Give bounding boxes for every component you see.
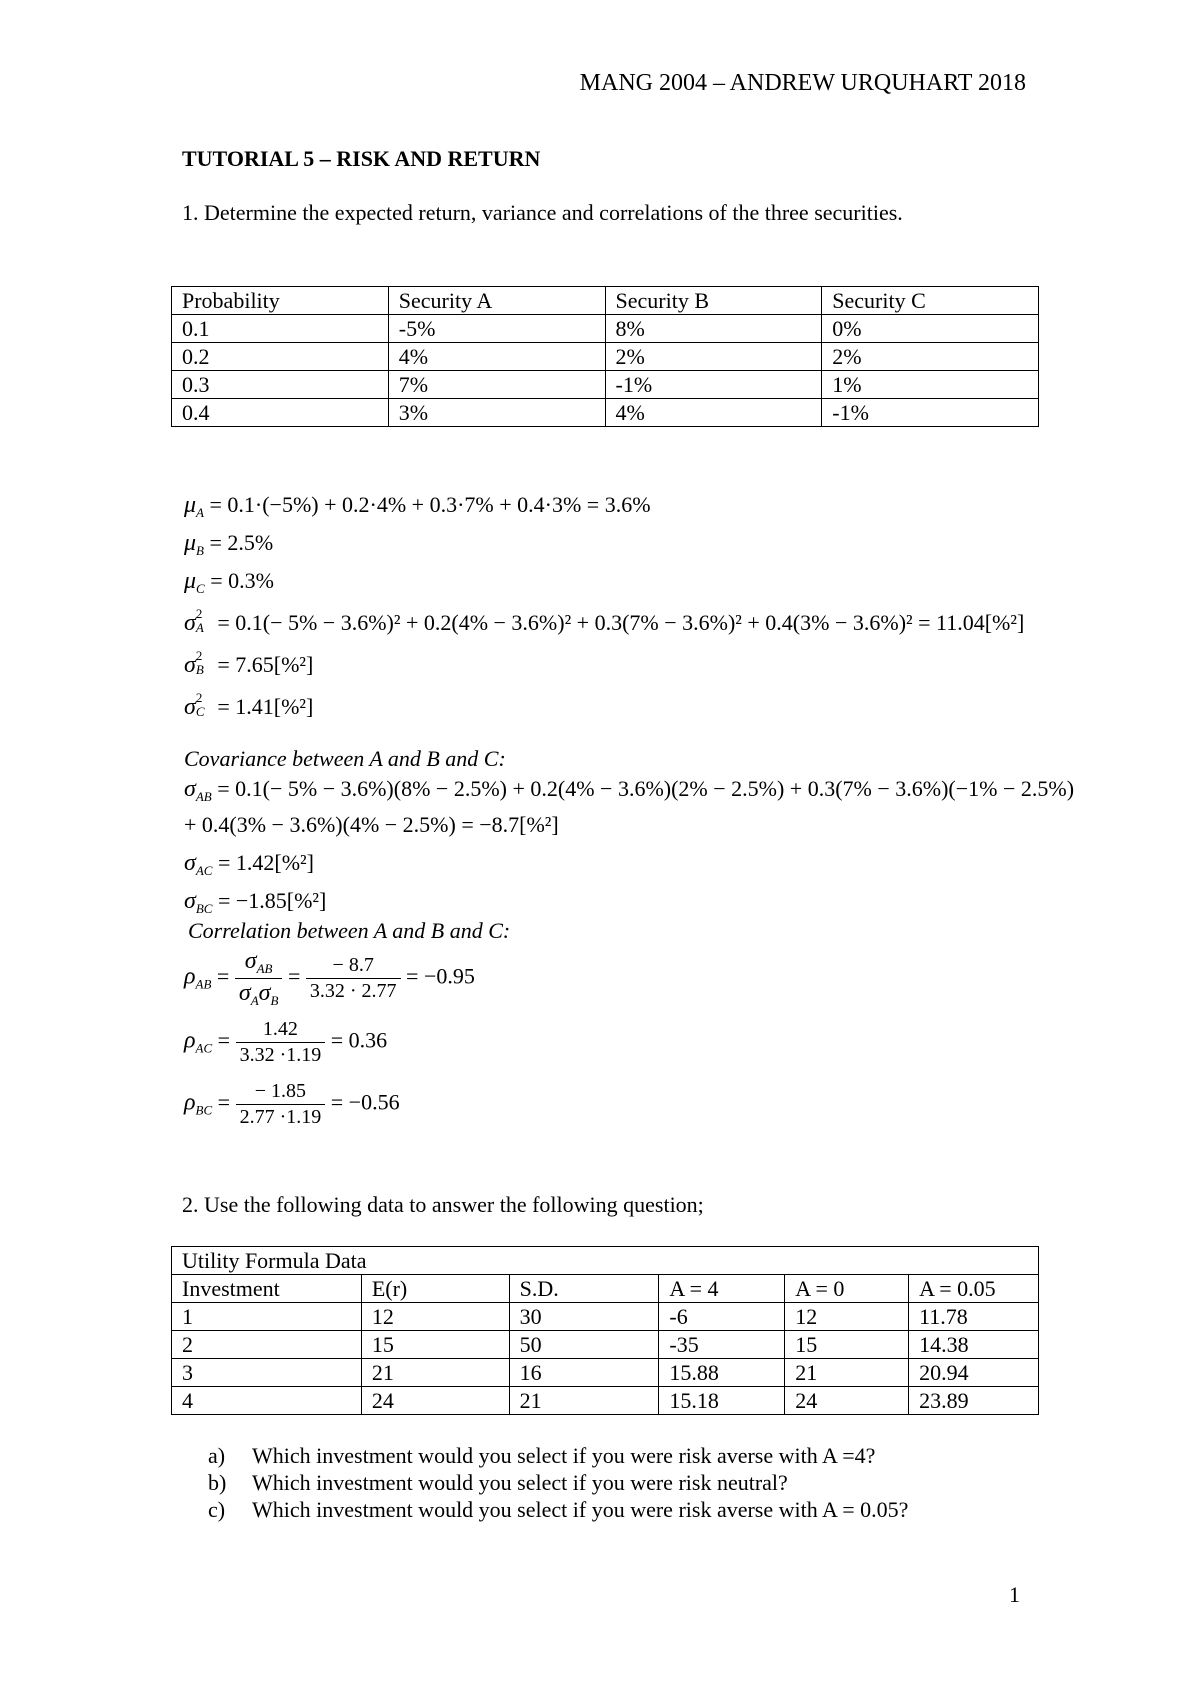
table-header-cell: A = 0.05 (909, 1275, 1039, 1303)
table-cell: -35 (659, 1331, 785, 1359)
cov-bc-equation: $\sigma_{BC} = -1.85[\%^2]$ (184, 888, 327, 916)
table-cell: 0.3 (172, 371, 389, 399)
subquestion-label: a) (208, 1443, 226, 1468)
mu-c-expression: = 0.3% (210, 568, 274, 593)
mu-a-expression: = 0.1·(−5%) + 0.2·4% + 0.3·7% + 0.4·3% = 3.6% (209, 492, 651, 517)
rho-ab-numeric-fraction (306, 954, 401, 1003)
cov-ac-equation: $\sigma_{AC} = 1.42[\%^2]$ (184, 850, 314, 878)
table-cell: 7% (388, 371, 605, 399)
table-row (172, 315, 1039, 343)
table-row (172, 1359, 1039, 1387)
rho-ab-symbolic-fraction: $\frac{\sigma_{AB}}{\sigma_A\sigma_B}$ (235, 948, 283, 1009)
mu-c-equation: $\mu_C = 0.3\%$ (184, 568, 274, 596)
cov-ab-equation-line-2: + 0.4(3% − 3.6%)(4% − 2.5%) = −8.7[%²] (184, 812, 559, 837)
table-row (172, 1303, 1039, 1331)
utility-table (171, 1246, 1039, 1415)
table-cell: 8% (605, 315, 822, 343)
rho-bc-fraction (236, 1080, 326, 1129)
table-header-cell: E(r) (361, 1275, 509, 1303)
table-cell: 3% (388, 399, 605, 427)
subquestion-text: Which investment would you select if you were risk averse with A = 0.05? (252, 1497, 909, 1522)
table-row (172, 371, 1039, 399)
table-cell: 50 (509, 1331, 659, 1359)
cov-ab-equation-line-1: $\sigma_{AB} = 0.1(- 5\% - 3.6\%)(8\% - 2.5\%) + 0.2(4\% - 3.6\%)(2\% - 2.5\%) + 0.3(7\% - 3.6\%)(-1\% - 2.5\%)$ (184, 776, 1075, 804)
rho-ac-equation: $\rho_{AC}$ = $\frac{1.42}{3.32 \cdot 1.19}$ = 0.36 (184, 1018, 388, 1066)
rho-ac-fraction (236, 1018, 326, 1067)
subquestion-text: Which investment would you select if you were risk averse with A =4? (252, 1443, 876, 1468)
mu-b-equation: $\mu_B = 2.5\%$ (184, 530, 274, 558)
table-header-cell: Investment (172, 1275, 362, 1303)
table-cell: 3 (172, 1359, 362, 1387)
table-cell: 4 (172, 1387, 362, 1415)
correlation-heading: Correlation between A and B and C: (188, 918, 511, 943)
rho-ac-numerator: 1.42 (262, 1018, 298, 1040)
table-cell: 12 (361, 1303, 509, 1331)
list-item (208, 1496, 908, 1523)
table-cell: 20.94 (909, 1359, 1039, 1387)
cov-ab-expression-1: = 0.1(− 5% − 3.6%)(8% − 2.5%) + 0.2(4% − 3.6%)(2% − 2.5%) + 0.3(7% − 3.6%)(−1% − 2.5%) (217, 776, 1075, 801)
table-header-cell: S.D. (509, 1275, 659, 1303)
rho-ab-numerator: − 8.7 (332, 954, 374, 976)
securities-table (171, 286, 1039, 427)
table-cell: 30 (509, 1303, 659, 1331)
table-cell: 16 (509, 1359, 659, 1387)
covariance-heading: Covariance between A and B and C: (184, 746, 506, 771)
table-cell: 0.4 (172, 399, 389, 427)
question-2-prompt: 2. Use the following data to answer the following question; (182, 1192, 704, 1217)
table-cell: 4% (388, 343, 605, 371)
rho-ab-equation: $\rho_{AB}$ = $\frac{\sigma_{AB}}{\sigma_A\sigma_B}$ = $\frac{- 8.7}{3.32 \cdot 2.77}$ = −0.95 (184, 948, 475, 1008)
table-cell: -6 (659, 1303, 785, 1331)
subquestion-label: c) (208, 1497, 226, 1522)
list-item (208, 1469, 908, 1496)
table-header-cell: Security C (822, 287, 1039, 315)
table-cell: 15 (361, 1331, 509, 1359)
cov-ac-expression: = 1.42[%²] (217, 850, 314, 875)
table-cell: 4% (605, 399, 822, 427)
table-cell: 2 (172, 1331, 362, 1359)
table-cell: 15 (785, 1331, 909, 1359)
table-caption-row (172, 1247, 1039, 1275)
rho-ab-denominator: 3.32 · 2.77 (306, 978, 401, 1003)
subquestion-label: b) (208, 1470, 227, 1495)
table-cell: 0.1 (172, 315, 389, 343)
table-cell: 15.18 (659, 1387, 785, 1415)
table-header-row (172, 287, 1039, 315)
page-header: MANG 2004 – ANDREW URQUHART 2018 (579, 70, 1026, 96)
rho-ac-denominator: 3.32 ·1.19 (236, 1042, 326, 1067)
table-cell: 21 (785, 1359, 909, 1387)
table-cell: 1 (172, 1303, 362, 1331)
var-a-expression: = 0.1(− 5% − 3.6%)² + 0.2(4% − 3.6%)² + 0.3(7% − 3.6%)² + 0.4(3% − 3.6%)² = 11.04[%²] (217, 610, 1025, 635)
table-header-cell: Security B (605, 287, 822, 315)
var-b-expression: = 7.65[%²] (217, 652, 314, 677)
table-cell: 2% (822, 343, 1039, 371)
table-cell: 15.88 (659, 1359, 785, 1387)
rho-bc-equation: $\rho_{BC}$ = $\frac{- 1.85}{2.77 \cdot 1.19}$ = −0.56 (184, 1080, 400, 1128)
question-1-prompt: 1. Determine the expected return, variance and correlations of the three securities. (182, 200, 903, 225)
table-cell: 24 (361, 1387, 509, 1415)
table-cell: 1% (822, 371, 1039, 399)
var-b-equation: σ 2 B = 7.65[%²] (184, 648, 314, 678)
table-cell: 21 (361, 1359, 509, 1387)
table-cell: 21 (509, 1387, 659, 1415)
rho-bc-result: = −0.56 (330, 1089, 400, 1115)
subquestion-text: Which investment would you select if you were risk neutral? (252, 1470, 788, 1495)
subquestion-list (208, 1442, 908, 1523)
rho-bc-denominator: 2.77 ·1.19 (236, 1104, 326, 1129)
var-c-equation: σ 2 C = 1.41[%²] (184, 690, 314, 720)
table-cell: 11.78 (909, 1303, 1039, 1331)
table-cell: -5% (388, 315, 605, 343)
rho-ac-result: = 0.36 (330, 1027, 388, 1053)
table-header-cell: Security A (388, 287, 605, 315)
table-cell: 12 (785, 1303, 909, 1331)
var-a-equation: σ 2 A = 0.1(− 5% − 3.6%)² + 0.2(4% − 3.6%)² + 0.3(7% − 3.6%)² + 0.4(3% − 3.6%)² = 11.04[%²] (184, 606, 1025, 636)
mu-a-equation: $\mu_A = 0.1\cdot(-5\%) + 0.2\cdot 4\% + 0.3\cdot 7\% + 0.4\cdot 3\% = 3.6\%$ (184, 492, 651, 520)
utility-table-caption: Utility Formula Data (172, 1247, 1039, 1275)
list-item (208, 1442, 908, 1469)
table-row (172, 1331, 1039, 1359)
table-cell: -1% (605, 371, 822, 399)
cov-bc-expression: = −1.85[%²] (217, 888, 327, 913)
page-title: TUTORIAL 5 – RISK AND RETURN (182, 146, 541, 171)
table-header-cell: A = 0 (785, 1275, 909, 1303)
table-row (172, 343, 1039, 371)
table-cell: -1% (822, 399, 1039, 427)
table-cell: 0.2 (172, 343, 389, 371)
table-header-row (172, 1275, 1039, 1303)
rho-ab-result: = −0.95 (406, 963, 475, 989)
table-header-cell: Probability (172, 287, 389, 315)
table-cell: 14.38 (909, 1331, 1039, 1359)
table-cell: 23.89 (909, 1387, 1039, 1415)
page-number: 1 (1009, 1582, 1020, 1607)
table-cell: 2% (605, 343, 822, 371)
table-cell: 24 (785, 1387, 909, 1415)
table-row (172, 399, 1039, 427)
table-row (172, 1387, 1039, 1415)
rho-bc-numerator: − 1.85 (254, 1080, 307, 1102)
table-header-cell: A = 4 (659, 1275, 785, 1303)
table-cell: 0% (822, 315, 1039, 343)
var-c-expression: = 1.41[%²] (217, 694, 314, 719)
mu-b-expression: = 2.5% (209, 530, 274, 555)
